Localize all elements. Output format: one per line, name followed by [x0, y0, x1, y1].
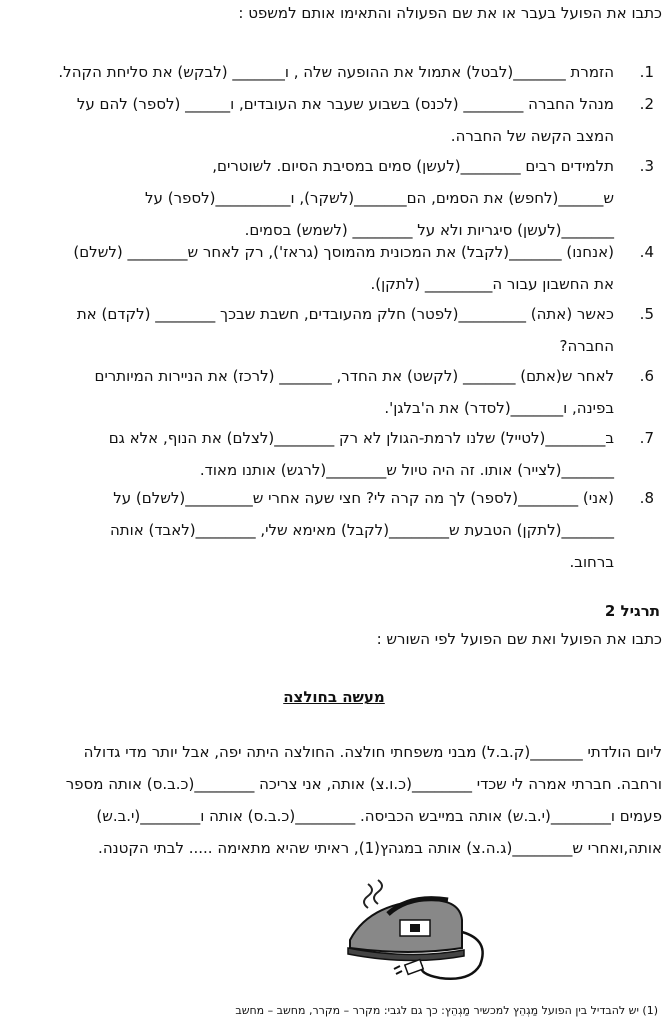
exercise1-instructions: כתבו את הפועל בעבר או את שם הפעולה והתאימו אותם למשפט :	[238, 4, 662, 22]
item-text: בפינה, ו_______(לסדר) את ה'בלגן'.	[384, 399, 614, 417]
item-text: _______(לתקן) הטבעת ש________(לקבל) מאימא שלי, ________(לאבד) אותה	[109, 521, 614, 539]
item-text: המצב הקשה של החברה.	[450, 127, 614, 145]
item-text: תלמידים רבים ________(לעשן) סמים במסיבת הסיום. לשוטרים,	[212, 157, 614, 175]
item-text: לאחר ש(אתם) _______ (לקשט) את החדר, _______ (לרכז) את הניירות המיותרים	[94, 367, 614, 385]
item-text: (אני) ________(לספר) לך מה קרה לי? חצי שעה אחרי ש_________(לשלם) על	[113, 489, 614, 507]
item-number: 4.	[639, 243, 654, 261]
story-text	[4, 736, 662, 864]
story-line: אותה,ואחרי ש________(ג.ה.צ) אותה במגהץ(1), ראיתי שהיא מתאימה ..... לבתי הקטנה.	[98, 839, 662, 857]
item-text: _______(לצייר) אותו. זה היה טיול ש________(לרגש) אותנו מאוד.	[199, 461, 614, 479]
item-text: (אנחנו) _______(לקבל) את המכונית מהמוסך (גראז'), רק לאחר ש________ (לשלם)	[73, 243, 614, 261]
story-title: מעשה בחולצה	[283, 688, 385, 706]
item-text: _______(לעשן) סיגריות ולא על ________ (לשמש) בסמים.	[244, 221, 614, 239]
item-text: את החשבון עבור ה_________ (לתקן).	[370, 275, 614, 293]
item-number: 6.	[639, 367, 654, 385]
item-text: החברה?	[559, 337, 614, 355]
exercise-item-4	[12, 236, 654, 300]
exercise-item-8	[12, 482, 654, 578]
iron-icon	[330, 870, 500, 994]
item-text: ב________(לטייל) שלנו לרמת-הגולן לא רק ________(לצלם) את הנוף, אלא גם	[108, 429, 614, 447]
exercise2-instructions: כתבו את הפועל ואת שם הפועל לפי השורש :	[376, 630, 662, 648]
item-number: 5.	[639, 305, 654, 323]
exercise-item-2	[12, 88, 654, 152]
item-number: 1.	[639, 63, 654, 81]
story-line: פעמים ו________(י.ב.ש) אותה במייבש הכביסה. ________(כ.ב.ס) אותה ו________(י.ב.ש)	[96, 807, 662, 825]
footnote: (1) יש להבדיל בין הפועל מַגְהֵץ למכשיר מַגְהֵץ: כך גם לגבי: מקרר – מקרר, מחשב – מחשב	[235, 1004, 658, 1017]
story-line: ליום הולדתי _______(ק.ב.ל) מבני משפחתי חולצה. החולצה היתה יפה, אבל יותר מדי גדולה	[83, 743, 662, 761]
exercise-item-7	[12, 422, 654, 486]
item-number: 7.	[639, 429, 654, 447]
exercise-item-6	[12, 360, 654, 424]
item-text: ברחוב.	[569, 553, 614, 571]
item-number: 3.	[639, 157, 654, 175]
item-number: 2.	[639, 95, 654, 113]
item-text: הזמרת _______(לבטל) אתמול את ההופעה שלה , ו_______ (לבקש) את סליחת הקהל.	[58, 63, 614, 81]
exercise-item-3	[12, 150, 654, 246]
story-line: ורחבה. חברתי אמרה לי שכדי ________(כ.ו.צ) אותה, אני צריכה ________(כ.ב.ס) אותה מספר	[65, 775, 662, 793]
exercise-item-5	[12, 298, 654, 362]
item-text: כאשר (אתה) _________(לפטר) חלק מהעובדים, חשבת שבכך ________ (לקדם) את	[76, 305, 614, 323]
item-number: 8.	[639, 489, 654, 507]
exercise2-heading: תרגיל 2	[604, 602, 660, 620]
exercise-item-1	[12, 56, 654, 88]
item-text: ש______(לחפש) את הסמים, הם_______(לשקר), ו__________(לספר) על	[145, 189, 614, 207]
item-text: מנהל החברה ________ (לכנס) בשבוע שעבר את העובדים, ו______ (לספר) להם על	[76, 95, 614, 113]
